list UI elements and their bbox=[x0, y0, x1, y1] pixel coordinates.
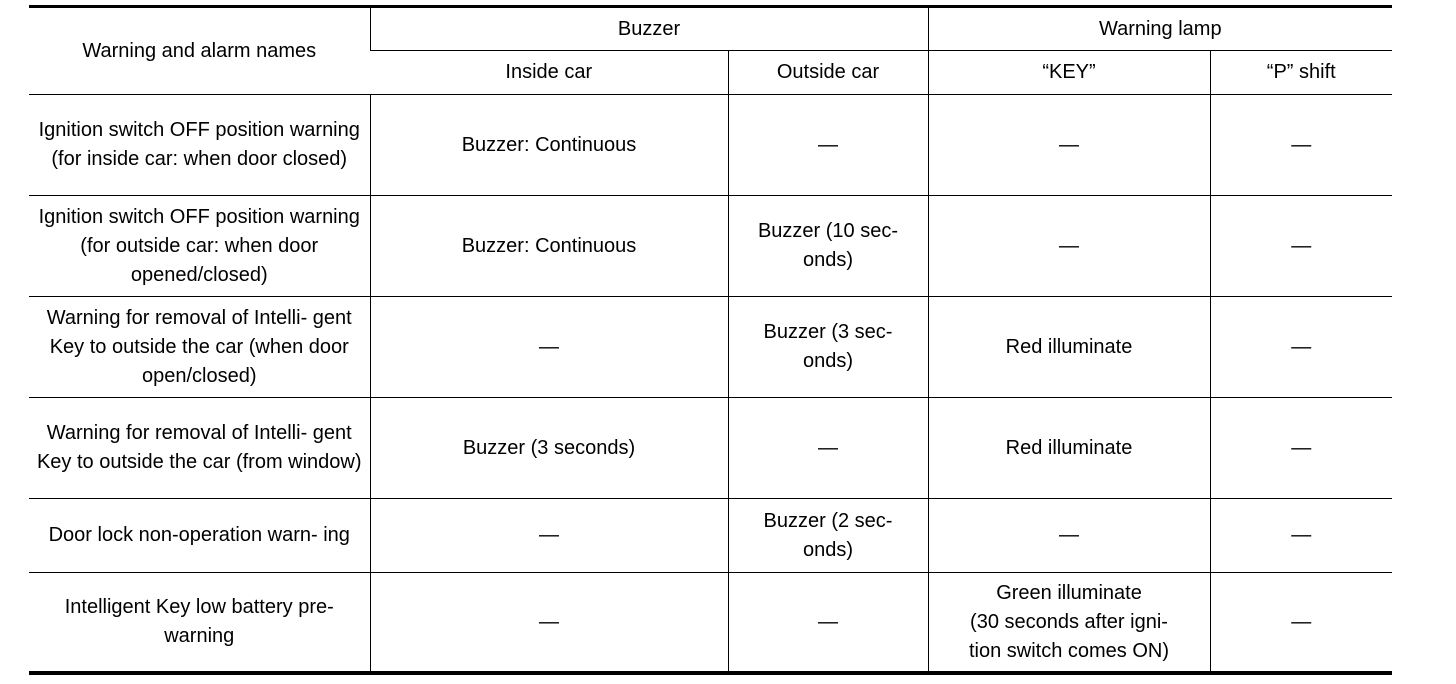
inside-car-cell: — bbox=[370, 499, 728, 573]
table-row bbox=[29, 398, 1392, 499]
p-shift-cell: — bbox=[1210, 573, 1392, 674]
warning-name: Intelligent Key low battery pre- warning bbox=[29, 573, 370, 674]
key-lamp-cell: — bbox=[928, 196, 1210, 297]
table-row bbox=[29, 499, 1392, 573]
table-row bbox=[29, 196, 1392, 297]
inside-car-cell: Buzzer (3 seconds) bbox=[370, 398, 728, 499]
table-row bbox=[29, 573, 1392, 674]
outside-car-cell: — bbox=[728, 95, 928, 196]
p-shift-cell: — bbox=[1210, 398, 1392, 499]
table-row bbox=[29, 95, 1392, 196]
header-row-top bbox=[29, 7, 1392, 51]
key-lamp-cell: Red illuminate bbox=[928, 297, 1210, 398]
header-key: “KEY” bbox=[928, 51, 1210, 95]
outside-car-cell: — bbox=[728, 398, 928, 499]
header-warning-lamp: Warning lamp bbox=[928, 7, 1392, 51]
header-outside-car: Outside car bbox=[728, 51, 928, 95]
inside-car-cell: Buzzer: Continuous bbox=[370, 95, 728, 196]
inside-car-cell: — bbox=[370, 573, 728, 674]
key-lamp-cell: — bbox=[928, 499, 1210, 573]
header-buzzer: Buzzer bbox=[370, 7, 928, 51]
inside-car-cell: — bbox=[370, 297, 728, 398]
header-p-shift: “P” shift bbox=[1210, 51, 1392, 95]
warning-name: Warning for removal of Intelli- gent Key to outside the car (from window) bbox=[29, 398, 370, 499]
warning-name: Warning for removal of Intelli- gent Key to outside the car (when door open/closed) bbox=[29, 297, 370, 398]
outside-car-cell: — bbox=[728, 573, 928, 674]
inside-car-cell: Buzzer: Continuous bbox=[370, 196, 728, 297]
key-lamp-cell: Green illuminate (30 seconds after igni- tion switch comes ON) bbox=[928, 573, 1210, 674]
p-shift-cell: — bbox=[1210, 499, 1392, 573]
header-warning-names: Warning and alarm names bbox=[29, 7, 370, 95]
warning-alarm-table bbox=[29, 5, 1392, 675]
warning-name: Ignition switch OFF position warning (for inside car: when door closed) bbox=[29, 95, 370, 196]
outside-car-cell: Buzzer (2 sec- onds) bbox=[728, 499, 928, 573]
p-shift-cell: — bbox=[1210, 196, 1392, 297]
outside-car-cell: Buzzer (3 sec- onds) bbox=[728, 297, 928, 398]
key-lamp-cell: — bbox=[928, 95, 1210, 196]
outside-car-cell: Buzzer (10 sec- onds) bbox=[728, 196, 928, 297]
table-row bbox=[29, 297, 1392, 398]
header-inside-car: Inside car bbox=[370, 51, 728, 95]
p-shift-cell: — bbox=[1210, 297, 1392, 398]
warning-name: Door lock non-operation warn- ing bbox=[29, 499, 370, 573]
warning-name: Ignition switch OFF position warning (for outside car: when door opened/closed) bbox=[29, 196, 370, 297]
key-lamp-cell: Red illuminate bbox=[928, 398, 1210, 499]
p-shift-cell: — bbox=[1210, 95, 1392, 196]
